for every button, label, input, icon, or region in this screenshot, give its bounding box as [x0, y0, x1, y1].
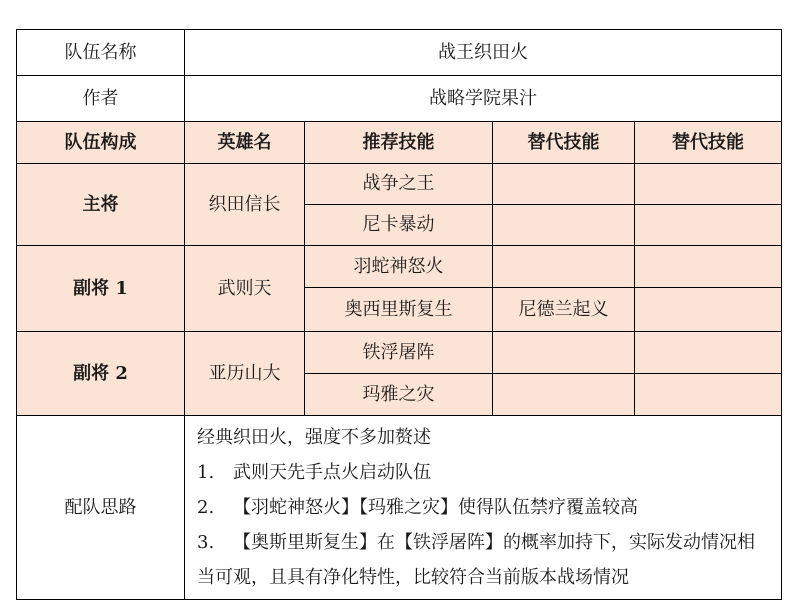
column-header-recommended-skill: 推荐技能: [305, 122, 493, 164]
strategy-label: 配队思路: [17, 416, 185, 600]
list-item: [197, 455, 771, 490]
list-item-text: 武则天先手点火启动队伍: [233, 462, 431, 483]
list-item-text: 【奥斯里斯复生】在【铁浮屠阵】的概率加持下，实际发动情况相当可观，且具有净化特性，比较符合当前版本战场情况: [197, 532, 755, 588]
alt-skill-1: [493, 246, 635, 288]
author-row: [17, 76, 782, 122]
alt-skill-2: [635, 246, 782, 288]
author-value: 战略学院果汁: [185, 76, 782, 122]
strategy-intro: 经典织田火，强度不多加赘述: [197, 427, 431, 448]
recommended-skill: 羽蛇神怒火: [305, 246, 493, 288]
hero-name: 亚历山大: [185, 332, 305, 416]
column-header-alt-skill-2: 替代技能: [635, 122, 782, 164]
alt-skill-1: [493, 164, 635, 205]
table-row: [17, 332, 782, 374]
list-item-number: 1.: [197, 462, 215, 483]
column-header-hero: 英雄名: [185, 122, 305, 164]
alt-skill-1: [493, 374, 635, 416]
column-header-composition: 队伍构成: [17, 122, 185, 164]
alt-skill-2: [635, 332, 782, 374]
team-name-label: 队伍名称: [17, 30, 185, 76]
list-item-number: 3.: [197, 532, 215, 553]
list-item: [197, 490, 771, 525]
column-header-row: [17, 122, 782, 164]
recommended-skill: 战争之王: [305, 164, 493, 205]
role-vice-general-1: 副将 1: [17, 246, 185, 332]
alt-skill-2: [635, 205, 782, 246]
alt-skill-1: 尼德兰起义: [493, 288, 635, 332]
role-vice-general-2: 副将 2: [17, 332, 185, 416]
table-row: [17, 246, 782, 288]
list-item-number: 2.: [197, 497, 215, 518]
role-main-general: 主将: [17, 164, 185, 246]
alt-skill-2: [635, 374, 782, 416]
alt-skill-2: [635, 164, 782, 205]
hero-name: 织田信长: [185, 164, 305, 246]
team-table: [16, 29, 782, 600]
list-item-text: 【羽蛇神怒火】【玛雅之灾】使得队伍禁疗覆盖较高: [233, 497, 638, 518]
list-item: [197, 525, 771, 595]
team-name-row: [17, 30, 782, 76]
alt-skill-1: [493, 205, 635, 246]
recommended-skill: 铁浮屠阵: [305, 332, 493, 374]
recommended-skill: 尼卡暴动: [305, 205, 493, 246]
team-name-value: 战王织田火: [185, 30, 782, 76]
strategy-row: [17, 416, 782, 600]
author-label: 作者: [17, 76, 185, 122]
recommended-skill: 奥西里斯复生: [305, 288, 493, 332]
strategy-notes: [185, 416, 782, 600]
table-row: [17, 164, 782, 205]
recommended-skill: 玛雅之灾: [305, 374, 493, 416]
column-header-alt-skill-1: 替代技能: [493, 122, 635, 164]
alt-skill-1: [493, 332, 635, 374]
hero-name: 武则天: [185, 246, 305, 332]
alt-skill-2: [635, 288, 782, 332]
